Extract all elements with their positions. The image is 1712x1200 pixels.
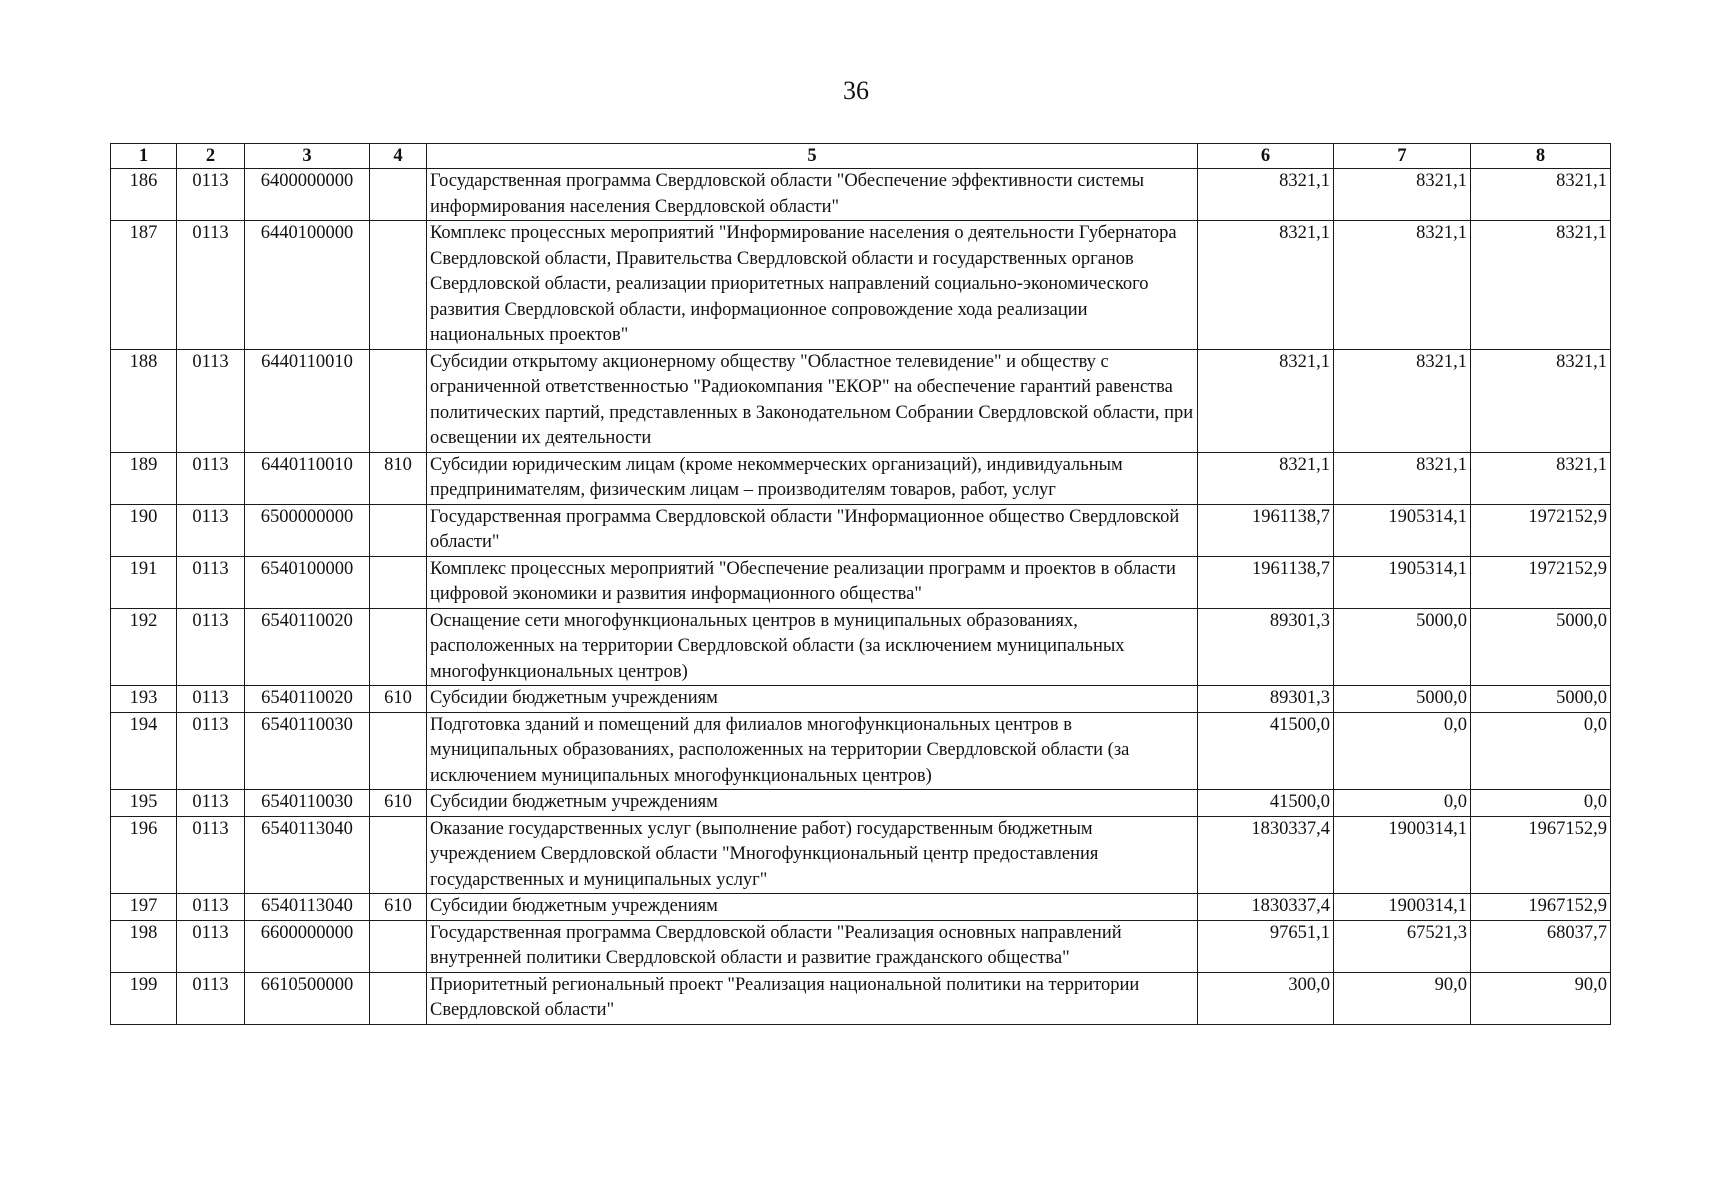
table-row [111, 686, 1611, 713]
table-row [111, 608, 1611, 686]
target-code: 6540110030 [245, 712, 370, 790]
row-number: 190 [111, 504, 177, 556]
value-col-6: 300,0 [1198, 972, 1334, 1024]
row-number: 196 [111, 816, 177, 894]
target-code: 6440110010 [245, 349, 370, 452]
row-number: 199 [111, 972, 177, 1024]
column-header: 1 [111, 144, 177, 169]
target-code: 6440110010 [245, 452, 370, 504]
expense-type [370, 349, 427, 452]
target-code: 6610500000 [245, 972, 370, 1024]
expense-type: 610 [370, 686, 427, 713]
row-number: 189 [111, 452, 177, 504]
row-number: 194 [111, 712, 177, 790]
expense-type [370, 169, 427, 221]
row-number: 186 [111, 169, 177, 221]
column-header: 5 [427, 144, 1198, 169]
target-code: 6540100000 [245, 556, 370, 608]
value-col-8: 5000,0 [1471, 608, 1611, 686]
value-col-7: 8321,1 [1334, 169, 1471, 221]
value-col-7: 1905314,1 [1334, 556, 1471, 608]
table-row [111, 556, 1611, 608]
row-number: 197 [111, 894, 177, 921]
table-header-row [111, 144, 1611, 169]
table-row [111, 816, 1611, 894]
target-code: 6540110020 [245, 686, 370, 713]
row-number: 198 [111, 920, 177, 972]
value-col-8: 5000,0 [1471, 686, 1611, 713]
section-code: 0113 [177, 790, 245, 817]
value-col-6: 1830337,4 [1198, 894, 1334, 921]
value-col-6: 1961138,7 [1198, 504, 1334, 556]
expense-type [370, 221, 427, 350]
section-code: 0113 [177, 556, 245, 608]
item-name: Государственная программа Свердловской области "Обеспечение эффективности системы информирования населения Свердловской области" [427, 169, 1198, 221]
value-col-8: 8321,1 [1471, 221, 1611, 350]
value-col-6: 89301,3 [1198, 608, 1334, 686]
value-col-8: 0,0 [1471, 790, 1611, 817]
row-number: 192 [111, 608, 177, 686]
item-name: Субсидии юридическим лицам (кроме некоммерческих организаций), индивидуальным предпринимателям, физическим лицам – производителям товаров, работ, услуг [427, 452, 1198, 504]
section-code: 0113 [177, 894, 245, 921]
section-code: 0113 [177, 920, 245, 972]
target-code: 6540110020 [245, 608, 370, 686]
row-number: 193 [111, 686, 177, 713]
expense-type [370, 920, 427, 972]
value-col-6: 1961138,7 [1198, 556, 1334, 608]
value-col-6: 41500,0 [1198, 790, 1334, 817]
value-col-7: 0,0 [1334, 712, 1471, 790]
value-col-6: 8321,1 [1198, 349, 1334, 452]
table-row [111, 504, 1611, 556]
value-col-6: 8321,1 [1198, 221, 1334, 350]
row-number: 191 [111, 556, 177, 608]
section-code: 0113 [177, 221, 245, 350]
item-name: Комплекс процессных мероприятий "Информирование населения о деятельности Губернатора Свердловской области, Правительства Свердловской области и государственных органов Свердловской области, реализации приоритетных направлений социально-экономического развития Свердловской области, информационное сопровождение хода реализации национальных проектов" [427, 221, 1198, 350]
expense-type [370, 608, 427, 686]
target-code: 6540113040 [245, 816, 370, 894]
value-col-6: 8321,1 [1198, 169, 1334, 221]
value-col-7: 1900314,1 [1334, 816, 1471, 894]
row-number: 195 [111, 790, 177, 817]
section-code: 0113 [177, 686, 245, 713]
target-code: 6500000000 [245, 504, 370, 556]
value-col-8: 68037,7 [1471, 920, 1611, 972]
column-header: 6 [1198, 144, 1334, 169]
budget-table [110, 143, 1611, 1025]
table-row [111, 452, 1611, 504]
value-col-8: 1967152,9 [1471, 816, 1611, 894]
item-name: Оказание государственных услуг (выполнение работ) государственным бюджетным учреждением Свердловской области "Многофункциональный центр предоставления государственных и муниципальных услуг" [427, 816, 1198, 894]
value-col-8: 8321,1 [1471, 169, 1611, 221]
table-row [111, 349, 1611, 452]
item-name: Комплекс процессных мероприятий "Обеспечение реализации программ и проектов в области цифровой экономики и развития информационного общества" [427, 556, 1198, 608]
expense-type [370, 816, 427, 894]
item-name: Субсидии бюджетным учреждениям [427, 790, 1198, 817]
item-name: Оснащение сети многофункциональных центров в муниципальных образованиях, расположенных на территории Свердловской области (за исключением муниципальных многофункциональных центров) [427, 608, 1198, 686]
section-code: 0113 [177, 349, 245, 452]
column-header: 4 [370, 144, 427, 169]
table-row [111, 972, 1611, 1024]
value-col-6: 89301,3 [1198, 686, 1334, 713]
value-col-8: 8321,1 [1471, 349, 1611, 452]
value-col-8: 90,0 [1471, 972, 1611, 1024]
item-name: Подготовка зданий и помещений для филиалов многофункциональных центров в муниципальных образованиях, расположенных на территории Свердловской области (за исключением муниципальных многофункциональных центров) [427, 712, 1198, 790]
section-code: 0113 [177, 972, 245, 1024]
value-col-7: 8321,1 [1334, 349, 1471, 452]
value-col-7: 0,0 [1334, 790, 1471, 817]
value-col-7: 8321,1 [1334, 452, 1471, 504]
item-name: Субсидии открытому акционерному обществу "Областное телевидение" и обществу с ограниченной ответственностью "Радиокомпания "ЕКОР" на обеспечение гарантий равенства политических партий, представленных в Законодательном Собрании Свердловской области, при освещении их деятельности [427, 349, 1198, 452]
table-row [111, 894, 1611, 921]
expense-type [370, 712, 427, 790]
expense-type [370, 504, 427, 556]
column-header: 8 [1471, 144, 1611, 169]
table-row [111, 221, 1611, 350]
page-number: 36 [843, 76, 869, 105]
value-col-8: 1972152,9 [1471, 556, 1611, 608]
target-code: 6600000000 [245, 920, 370, 972]
value-col-7: 8321,1 [1334, 221, 1471, 350]
table-row [111, 712, 1611, 790]
target-code: 6540110030 [245, 790, 370, 817]
target-code: 6400000000 [245, 169, 370, 221]
item-name: Государственная программа Свердловской области "Информационное общество Свердловской области" [427, 504, 1198, 556]
value-col-7: 1905314,1 [1334, 504, 1471, 556]
section-code: 0113 [177, 452, 245, 504]
value-col-7: 67521,3 [1334, 920, 1471, 972]
column-header: 7 [1334, 144, 1471, 169]
value-col-8: 1972152,9 [1471, 504, 1611, 556]
table-row [111, 169, 1611, 221]
value-col-6: 41500,0 [1198, 712, 1334, 790]
value-col-7: 1900314,1 [1334, 894, 1471, 921]
value-col-7: 90,0 [1334, 972, 1471, 1024]
value-col-6: 1830337,4 [1198, 816, 1334, 894]
section-code: 0113 [177, 816, 245, 894]
value-col-7: 5000,0 [1334, 608, 1471, 686]
expense-type: 610 [370, 790, 427, 817]
target-code: 6440100000 [245, 221, 370, 350]
value-col-7: 5000,0 [1334, 686, 1471, 713]
value-col-8: 8321,1 [1471, 452, 1611, 504]
value-col-6: 97651,1 [1198, 920, 1334, 972]
section-code: 0113 [177, 608, 245, 686]
row-number: 187 [111, 221, 177, 350]
section-code: 0113 [177, 169, 245, 221]
section-code: 0113 [177, 712, 245, 790]
expense-type [370, 972, 427, 1024]
item-name: Субсидии бюджетным учреждениям [427, 894, 1198, 921]
item-name: Субсидии бюджетным учреждениям [427, 686, 1198, 713]
expense-type: 610 [370, 894, 427, 921]
column-header: 2 [177, 144, 245, 169]
item-name: Приоритетный региональный проект "Реализация национальной политики на территории Свердловской области" [427, 972, 1198, 1024]
item-name: Государственная программа Свердловской области "Реализация основных направлений внутренней политики Свердловской области и развитие гражданского общества" [427, 920, 1198, 972]
value-col-6: 8321,1 [1198, 452, 1334, 504]
expense-type [370, 556, 427, 608]
column-header: 3 [245, 144, 370, 169]
value-col-8: 0,0 [1471, 712, 1611, 790]
table-row [111, 920, 1611, 972]
expense-type: 810 [370, 452, 427, 504]
section-code: 0113 [177, 504, 245, 556]
row-number: 188 [111, 349, 177, 452]
table-row [111, 790, 1611, 817]
value-col-8: 1967152,9 [1471, 894, 1611, 921]
target-code: 6540113040 [245, 894, 370, 921]
